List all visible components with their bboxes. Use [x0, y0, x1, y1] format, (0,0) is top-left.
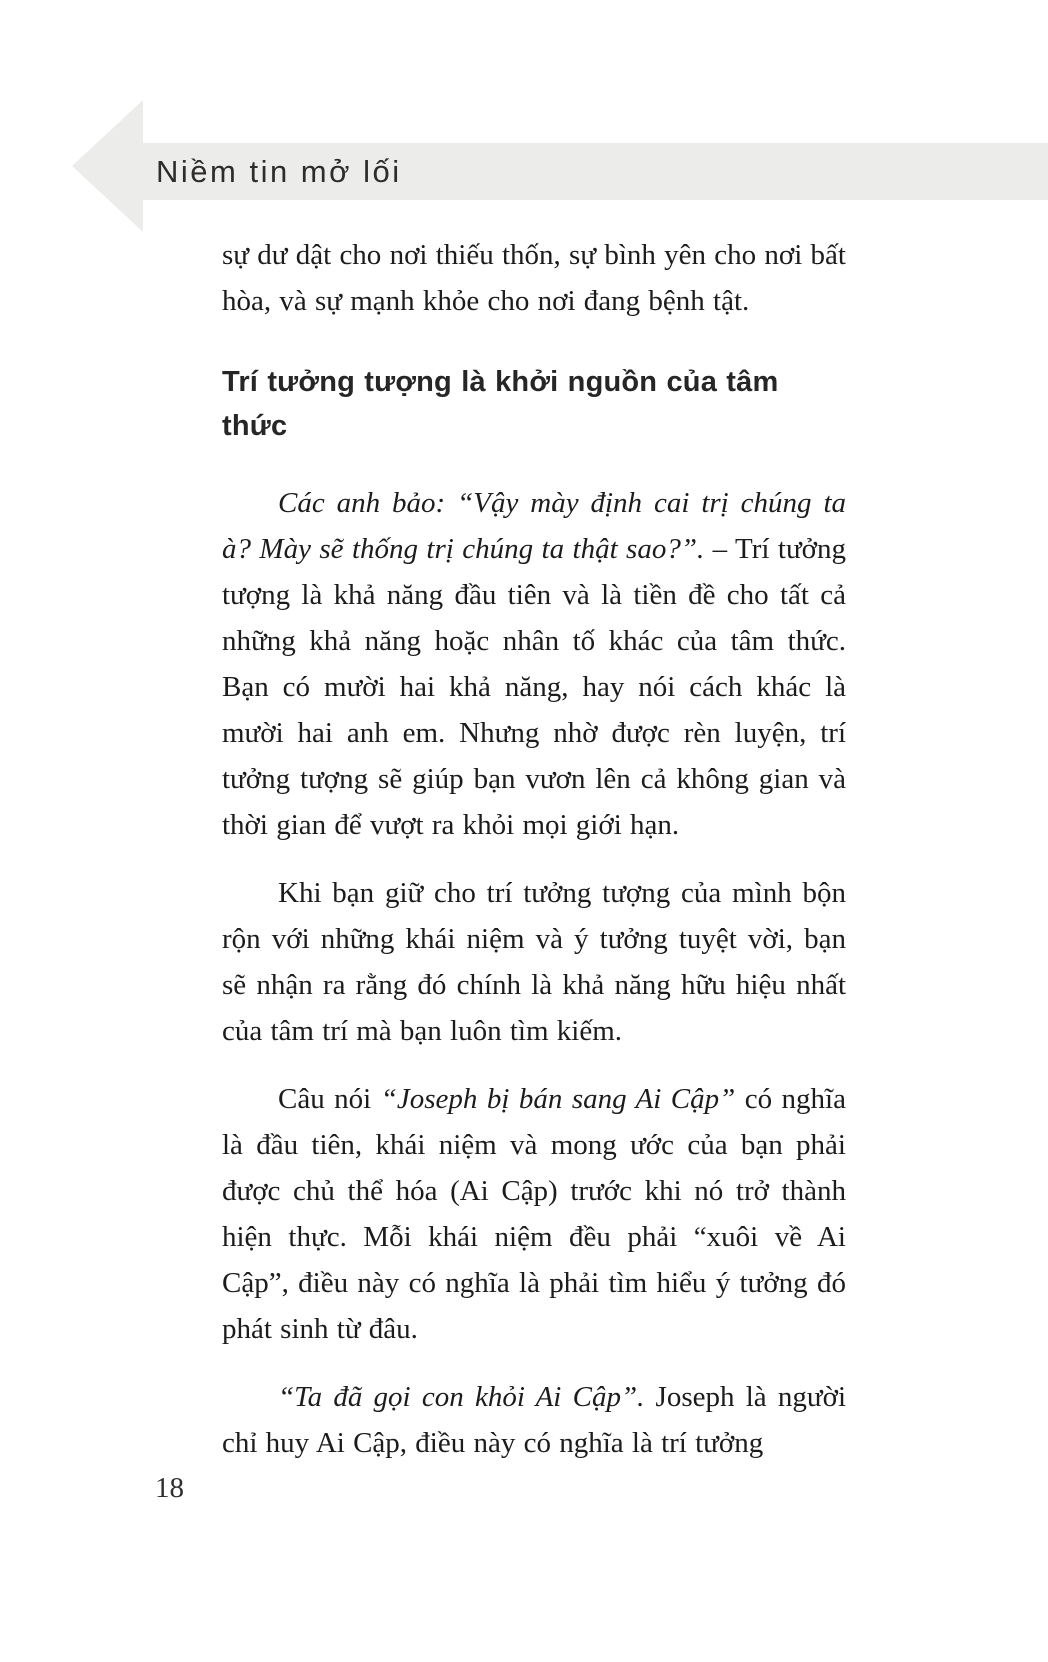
paragraph: [222, 1076, 846, 1352]
text-run: – Trí tưởng tượng là khả năng đầu tiên và là tiền đề cho tất cả những khả năng hoặc nhân tố khác của tâm thức. Bạn có mười hai khả năng, hay nói cách khác là mười hai anh em. Nhưng nhờ được rèn luyện, trí tưởng tượng sẽ giúp bạn vươn lên cả không gian và thời gian để vượt ra khỏi mọi giới hạn.: [222, 533, 846, 841]
text-run-quote: “Joseph bị bán sang Ai Cập”: [380, 1083, 736, 1115]
text-run-quote: Các anh bảo: “Vậy mày định cai trị chúng ta à? Mày sẽ thống trị chúng ta thật sao?”.: [222, 487, 846, 565]
paragraph: [222, 480, 846, 848]
text-block: [222, 232, 846, 1488]
arrow-left-icon: [72, 100, 143, 232]
section-heading: Trí tưởng tượng là khởi nguồn của tâm thức: [222, 366, 779, 442]
paragraph: [222, 1374, 846, 1466]
text-run-quote: “Ta đã gọi con khỏi Ai Cập”.: [278, 1381, 645, 1413]
text-run: Joseph là người chỉ huy Ai Cập, điều này có nghĩa là trí tưởng: [222, 1381, 847, 1459]
text-run: có nghĩa là đầu tiên, khái niệm và mong ước của bạn phải được chủ thể hóa (Ai Cập) trước khi nó trở thành hiện thực. Mỗi khái niệm đều phải “xuôi về Ai Cập”, điều này có nghĩa là phải tìm hiểu ý tưởng đó phát sinh từ đâu.: [222, 1083, 846, 1345]
text-run: Khi bạn giữ cho trí tưởng tượng của mình bộn rộn với những khái niệm và ý tưởng tuyệt vời, bạn sẽ nhận ra rằng đó chính là khả năng hữu hiệu nhất của tâm trí mà bạn luôn tìm kiếm.: [222, 877, 846, 1047]
paragraph: [222, 870, 846, 1054]
page-number: 18: [155, 1472, 184, 1504]
paragraph-continuation: [222, 232, 846, 324]
banner-bar: [143, 143, 1048, 200]
text-run: Câu nói: [278, 1083, 381, 1115]
running-head-title: Niềm tin mở lối: [156, 153, 402, 189]
text-run: sự dư dật cho nơi thiếu thốn, sự bình yên cho nơi bất hòa, và sự mạnh khỏe cho nơi đang bệnh tật.: [222, 239, 846, 317]
